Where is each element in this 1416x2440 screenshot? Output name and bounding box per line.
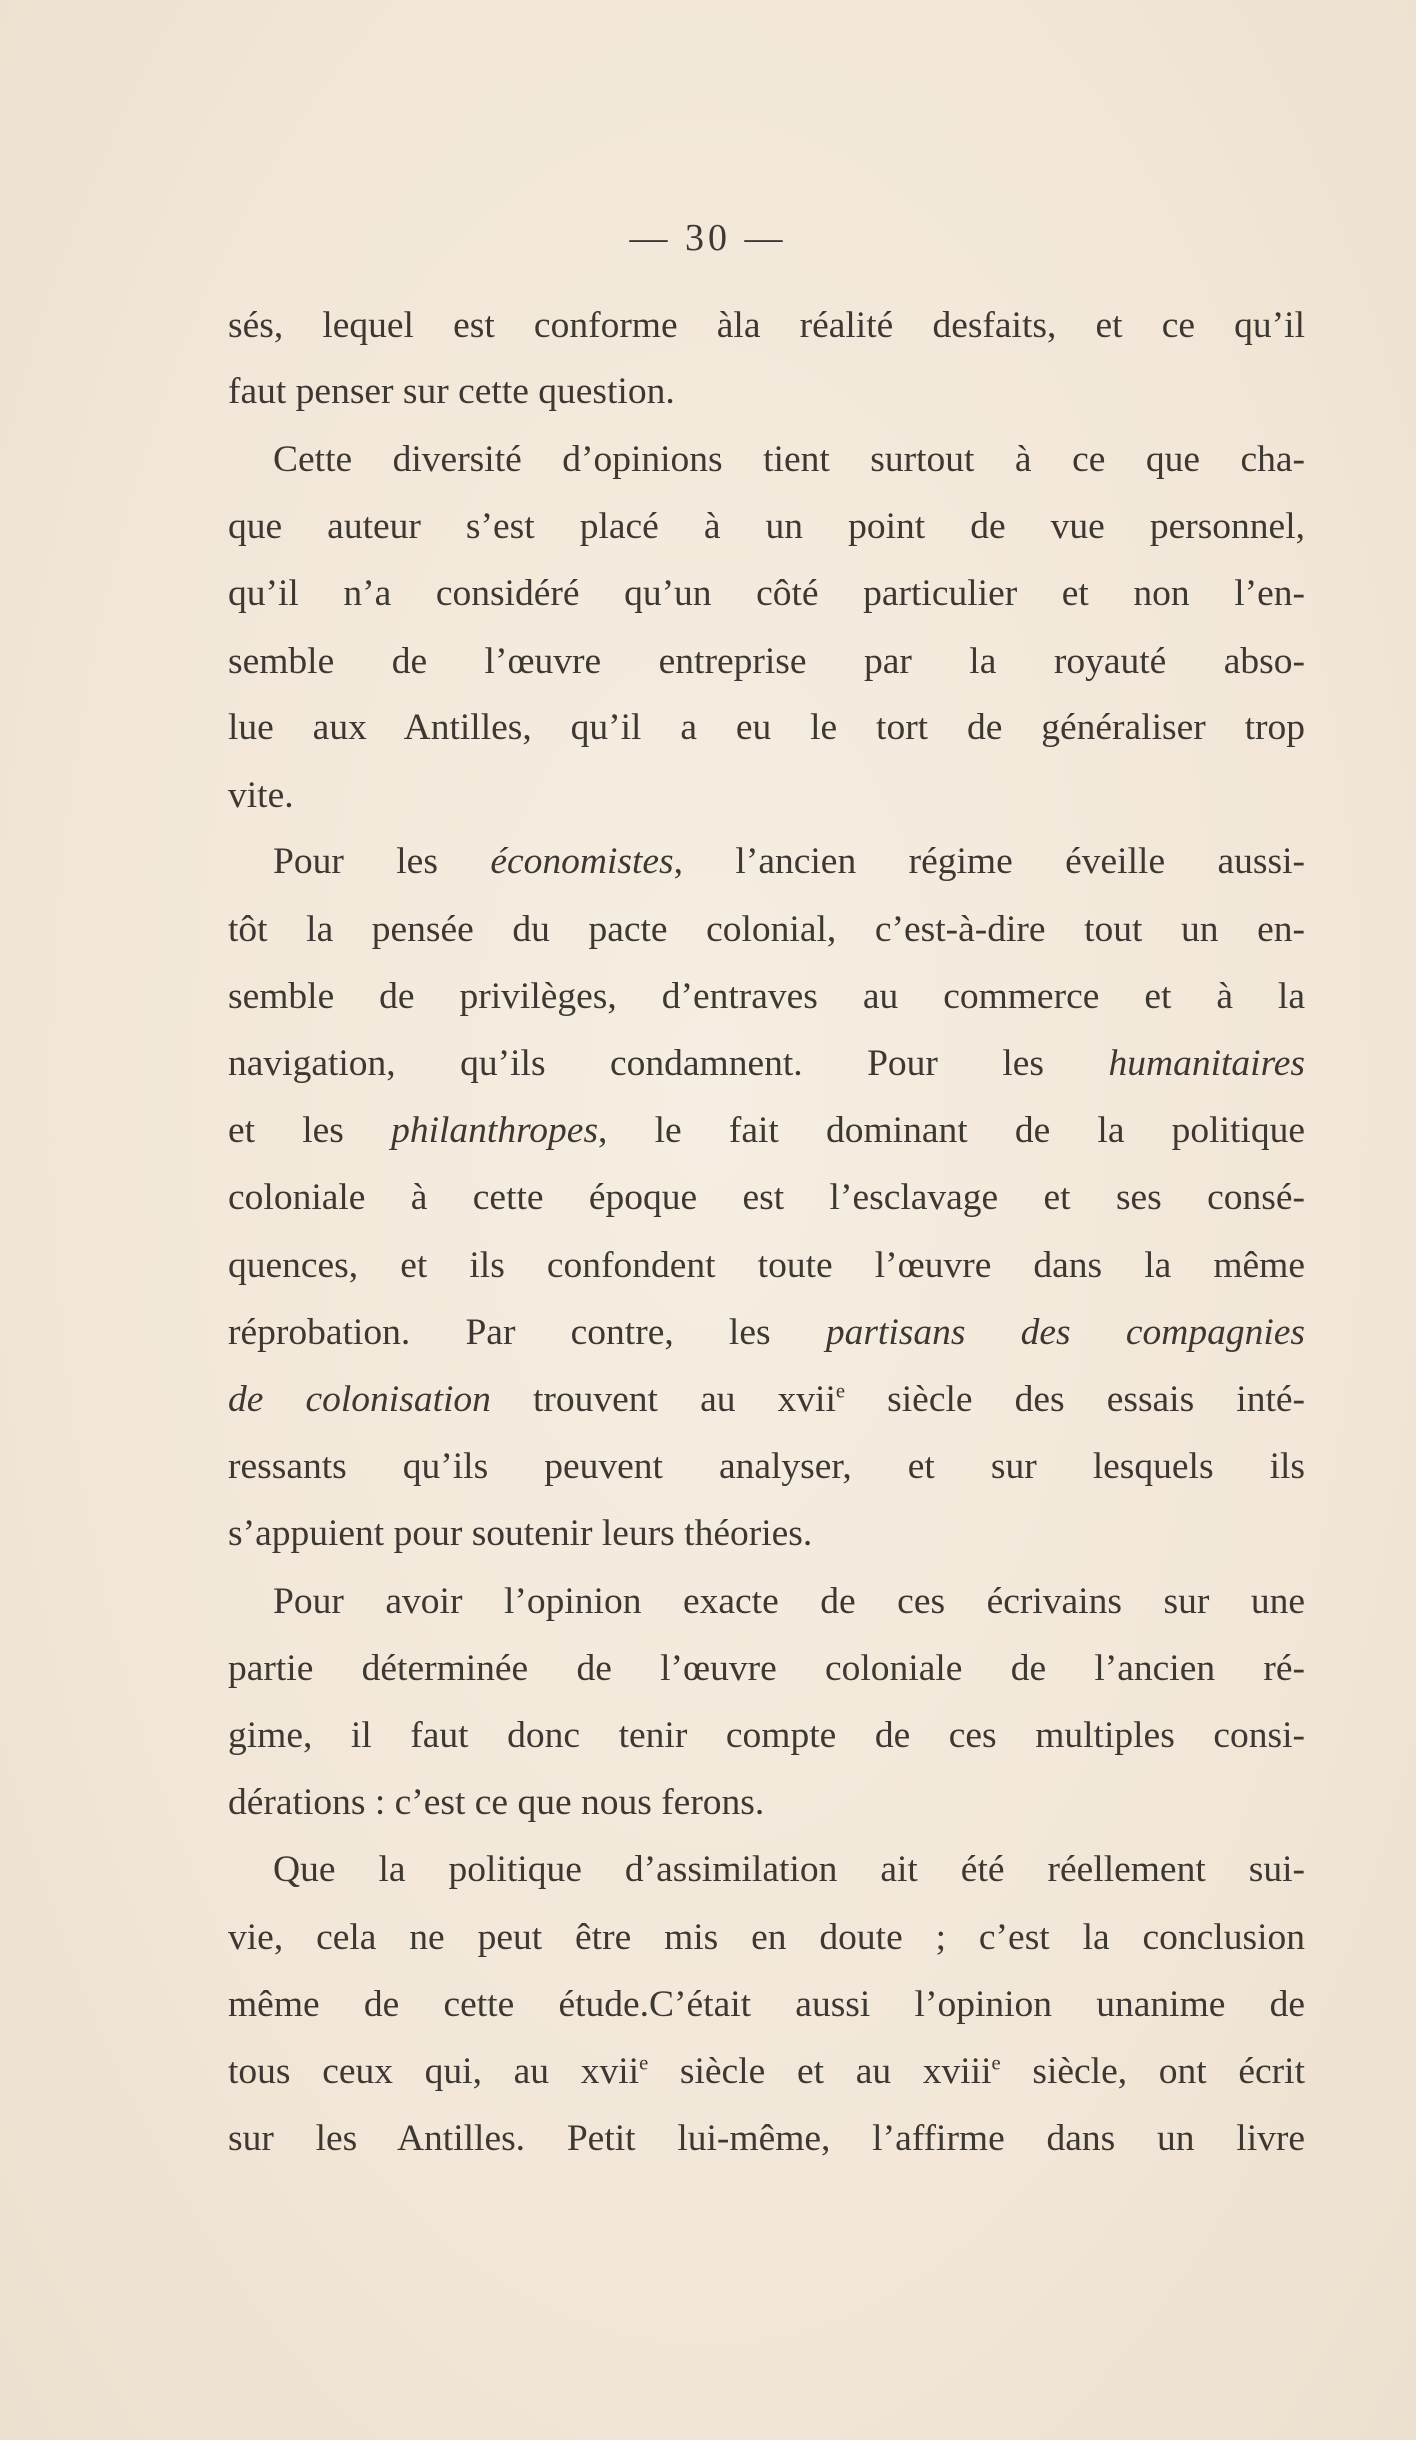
page-number: — 30 — <box>629 217 787 259</box>
text-span: siècle des essais inté- <box>845 1379 1306 1420</box>
text-span: vite. <box>228 775 294 816</box>
italic-term: de colonisation <box>228 1379 491 1420</box>
text-line <box>228 2115 1305 2163</box>
text-span: semble de privilèges, d’entraves au commerce et à la <box>228 976 1305 1017</box>
text-span: semble de l’œuvre entreprise par la royauté abso- <box>228 641 1305 682</box>
text-line <box>228 1040 1305 1088</box>
italic-term: partisans des compagnies <box>825 1312 1305 1353</box>
text-span: qu’il n’a considéré qu’un côté particulier et non l’en- <box>228 573 1305 614</box>
text-line <box>228 2048 1305 2096</box>
text-line <box>228 1443 1305 1491</box>
text-span: Pour les <box>273 841 438 882</box>
text-line <box>228 1712 1305 1760</box>
text-span: s’appuient pour soutenir leurs théories. <box>228 1513 813 1554</box>
text-span: Pour avoir l’opinion exacte de ces écrivains sur une <box>273 1581 1305 1622</box>
italic-term: humanitaires <box>1108 1043 1306 1084</box>
text-span: siècle, ont écrit <box>1000 2051 1306 2092</box>
text-span: tous ceux qui, au xvii <box>228 2051 640 2092</box>
text-line <box>228 1645 1305 1693</box>
text-line <box>228 1242 1305 1290</box>
text-span: faut penser sur cette question. <box>228 371 675 412</box>
text-span: coloniale à cette époque est l’esclavage et ses consé- <box>228 1177 1305 1218</box>
text-span: sur les Antilles. Petit lui-même, l’affirme dans un livre <box>228 2118 1305 2159</box>
text-span: quences, et ils confondent toute l’œuvre dans la même <box>228 1245 1305 1286</box>
text-span: trouvent au xvii <box>490 1379 836 1420</box>
text-span: , le fait dominant de la politique <box>598 1110 1305 1151</box>
text-span: que auteur s’est placé à un point de vue personnel, <box>228 506 1305 547</box>
text-line <box>228 1376 1305 1424</box>
text-span: lue aux Antilles, qu’il a eu le tort de généraliser trop <box>228 707 1305 748</box>
text-span: et les <box>228 1110 344 1151</box>
text-line <box>228 973 1305 1021</box>
text-span: navigation, qu’ils condamnent. Pour les <box>228 1043 1045 1084</box>
paragraph-start-line <box>273 436 1305 484</box>
text-line <box>228 503 1305 551</box>
italic-term: économistes <box>490 841 674 882</box>
superscript: e <box>991 2052 1001 2075</box>
text-span: , l’ancien régime éveille aussi- <box>673 841 1305 882</box>
text-span: gime, il faut donc tenir compte de ces multiples consi- <box>228 1715 1305 1756</box>
text-line <box>228 1981 1305 2029</box>
text-span: même de cette étude.C’était aussi l’opinion unanime de <box>228 1984 1305 2025</box>
text-span: siècle et au xviii <box>648 2051 992 2092</box>
superscript: e <box>835 1380 846 1403</box>
text-span: dérations : c’est ce que nous ferons. <box>228 1782 765 1823</box>
paragraph-start-line <box>273 838 1305 886</box>
text-line <box>228 570 1305 618</box>
italic-term: philanthropes <box>391 1110 599 1151</box>
text-line <box>228 638 1305 686</box>
text-span: vie, cela ne peut être mis en doute ; c’est la conclusion <box>228 1917 1305 1958</box>
text-span: ressants qu’ils peuvent analyser, et sur lesquels ils <box>228 1446 1305 1487</box>
text-line <box>228 1174 1305 1222</box>
paragraph-start-line <box>273 1578 1305 1626</box>
text-line <box>228 1309 1305 1357</box>
text-line <box>228 1510 1305 1558</box>
superscript: e <box>639 2052 649 2075</box>
text-span: tôt la pensée du pacte colonial, c’est-à-dire tout un en- <box>228 909 1305 950</box>
text-line <box>228 1914 1305 1962</box>
text-span: Cette diversité d’opinions tient surtout à ce que cha- <box>273 439 1305 480</box>
text-line <box>228 302 1305 350</box>
text-line <box>228 1779 1305 1827</box>
text-line <box>228 906 1305 954</box>
text-span: réprobation. Par contre, les <box>228 1312 771 1353</box>
text-span: Que la politique d’assimilation ait été réellement sui- <box>273 1849 1305 1890</box>
text-span: sés, lequel est conforme àla réalité desfaits, et ce qu’il <box>228 305 1305 346</box>
text-line <box>228 772 1305 820</box>
text-line <box>228 704 1305 752</box>
paragraph-start-line <box>273 1846 1305 1894</box>
text-span: partie déterminée de l’œuvre coloniale de l’ancien ré- <box>228 1648 1305 1689</box>
text-line <box>228 368 1305 416</box>
text-line <box>228 1107 1305 1155</box>
